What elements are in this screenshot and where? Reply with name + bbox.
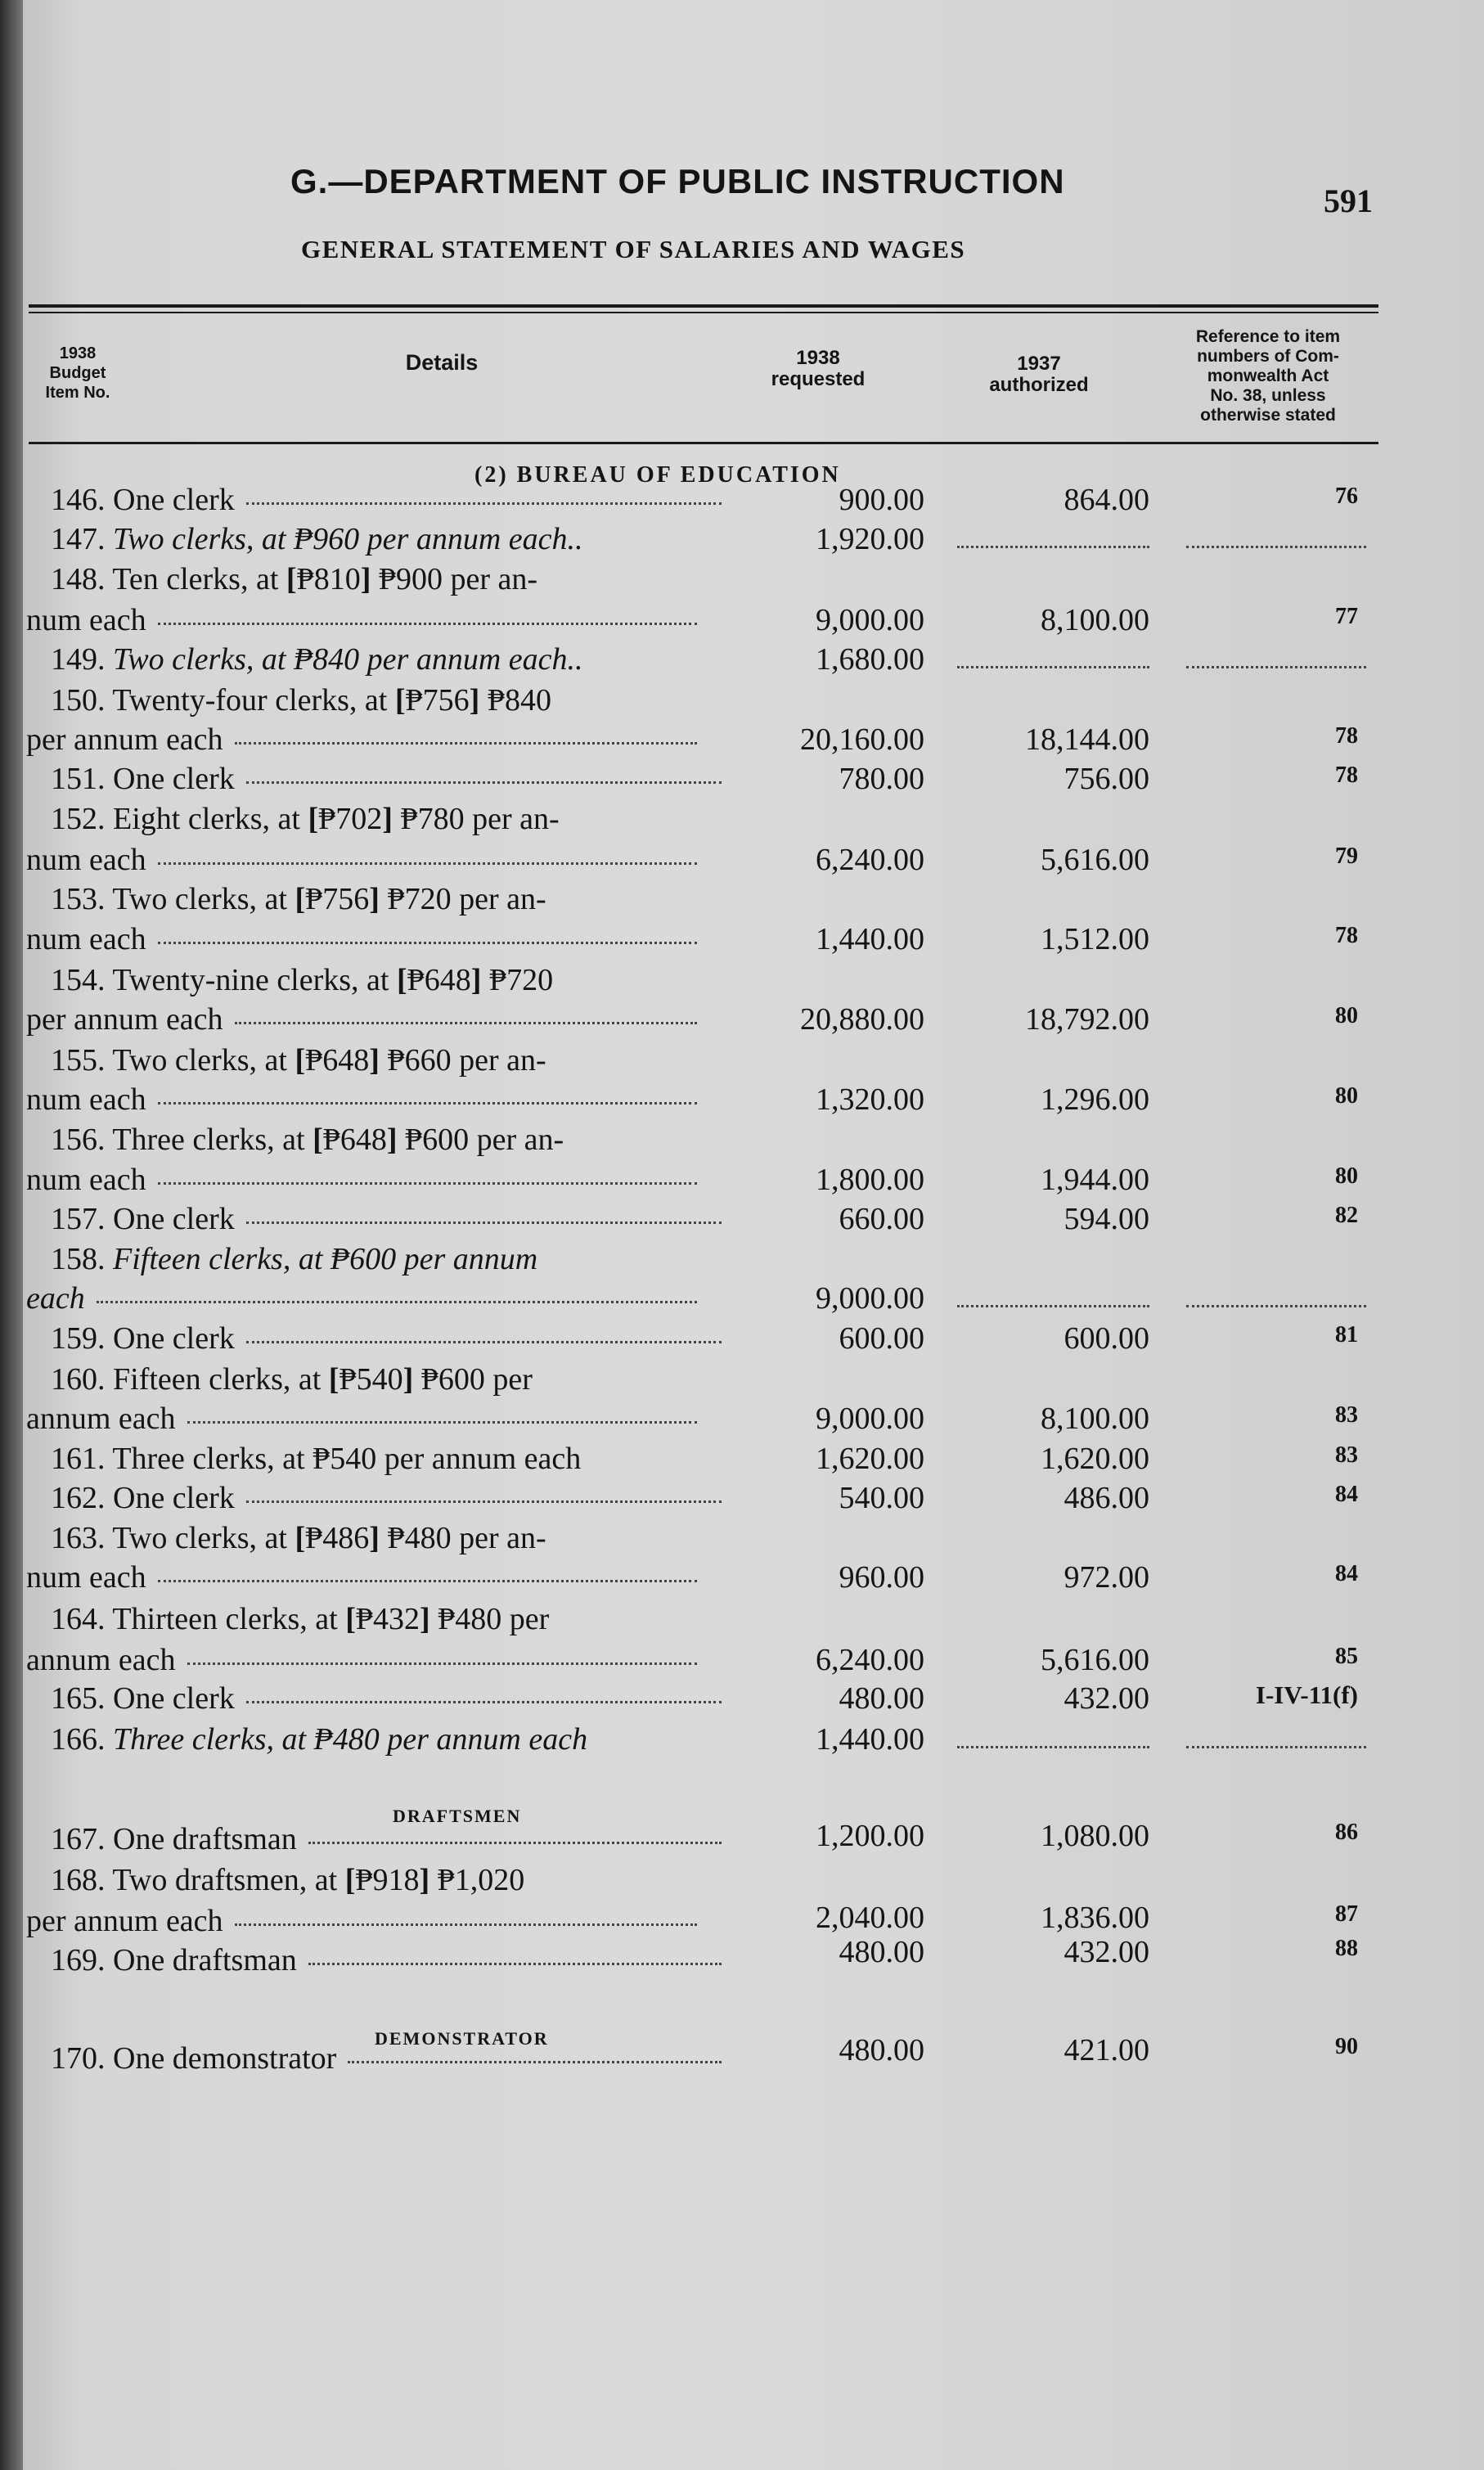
authorized-1937-value: 18,144.00	[1025, 722, 1149, 757]
reference-blank-leader	[1186, 666, 1366, 668]
authorized-1937-value: 864.00	[1064, 483, 1149, 517]
requested-1938-value: 540.00	[839, 1481, 924, 1515]
reference-value: 77	[1335, 604, 1358, 629]
row-description: each	[26, 1280, 705, 1316]
authorized-1937-value: 600.00	[1064, 1321, 1149, 1356]
authorized-1937-value: 421.00	[1064, 2033, 1149, 2067]
column-header-requested: 1938 requested	[771, 347, 866, 390]
requested-1938-value: 9,000.00	[816, 1401, 924, 1436]
reference-value: 82	[1335, 1203, 1358, 1228]
column-header-authorized: 1937 authorized	[989, 353, 1089, 396]
reference-value: 78	[1335, 763, 1358, 788]
authorized-1937-value: 1,512.00	[1041, 922, 1149, 956]
subhead-demonstrator: DEMONSTRATOR	[375, 2028, 549, 2049]
row-description: per annum each	[26, 722, 705, 758]
row-description: 163. Two clerks, at [₱486] ₱480 per an-	[51, 1521, 546, 1555]
page-number: 591	[1324, 182, 1373, 219]
requested-1938-value: 6,240.00	[816, 843, 924, 877]
requested-1938-value: 1,320.00	[816, 1082, 924, 1117]
reference-blank-leader	[1186, 1746, 1366, 1748]
row-description: 156. Three clerks, at [₱648] ₱600 per an-	[51, 1123, 564, 1157]
row-description: per annum each	[26, 1001, 705, 1037]
row-description: num each	[26, 842, 705, 878]
row-description: num each	[26, 1082, 705, 1118]
authorized-1937-value: 5,616.00	[1041, 1643, 1149, 1677]
department-title: G.—DEPARTMENT OF PUBLIC INSTRUCTION	[290, 162, 1065, 200]
row-description: 162. One clerk	[51, 1480, 730, 1516]
column-header-reference: Reference to item numbers of Com- monwealth Act No. 38, unless otherwise stated	[1195, 327, 1341, 425]
reference-value: 78	[1335, 723, 1358, 749]
requested-1938-value: 480.00	[839, 1935, 924, 1969]
requested-1938-value: 1,440.00	[816, 1722, 924, 1757]
row-description: per annum each	[26, 1903, 705, 1939]
reference-value: 86	[1335, 1820, 1358, 1845]
authorized-blank-leader	[957, 1746, 1149, 1748]
authorized-blank-leader	[957, 666, 1149, 668]
row-description: 153. Two clerks, at [₱756] ₱720 per an-	[51, 882, 546, 916]
authorized-1937-value: 594.00	[1064, 1202, 1149, 1236]
row-description: 169. One draftsman	[51, 1942, 730, 1978]
row-description: num each	[26, 921, 705, 957]
requested-1938-value: 20,160.00	[800, 722, 924, 757]
row-description: 160. Fifteen clerks, at [₱540] ₱600 per	[51, 1362, 533, 1397]
reference-value: I-IV-11(f)	[1255, 1680, 1358, 1709]
reference-value: 84	[1335, 1561, 1358, 1586]
authorized-blank-leader	[957, 546, 1149, 548]
authorized-1937-value: 486.00	[1064, 1481, 1149, 1515]
authorized-1937-value: 1,296.00	[1041, 1082, 1149, 1117]
requested-1938-value: 900.00	[839, 483, 924, 517]
requested-1938-value: 1,440.00	[816, 922, 924, 956]
row-description: num each	[26, 1162, 705, 1198]
reference-blank-leader	[1186, 546, 1366, 548]
header-rule-top	[29, 304, 1378, 308]
authorized-1937-value: 1,080.00	[1041, 1819, 1149, 1853]
row-description: 168. Two draftsmen, at [₱918] ₱1,020	[51, 1863, 525, 1897]
reference-value: 79	[1335, 844, 1358, 869]
row-description: 161. Three clerks, at ₱540 per annum each	[51, 1442, 582, 1476]
reference-value: 90	[1335, 2034, 1358, 2059]
row-description: 150. Twenty-four clerks, at [₱756] ₱840	[51, 683, 551, 718]
authorized-blank-leader	[957, 1305, 1149, 1307]
requested-1938-value: 480.00	[839, 2033, 924, 2067]
reference-value: 78	[1335, 923, 1358, 948]
requested-1938-value: 1,920.00	[816, 522, 924, 556]
authorized-1937-value: 18,792.00	[1025, 1002, 1149, 1037]
page-binding-edge	[0, 0, 23, 2470]
row-description: 155. Two clerks, at [₱648] ₱660 per an-	[51, 1043, 546, 1078]
row-description: 152. Eight clerks, at [₱702] ₱780 per an-	[51, 802, 560, 836]
requested-1938-value: 1,620.00	[816, 1442, 924, 1476]
row-description: annum each	[26, 1642, 705, 1678]
row-description: 158. Fifteen clerks, at ₱600 per annum	[51, 1242, 538, 1276]
authorized-1937-value: 5,616.00	[1041, 843, 1149, 877]
authorized-1937-value: 432.00	[1064, 1935, 1149, 1969]
column-header-details: Details	[405, 350, 479, 375]
reference-value: 80	[1335, 1003, 1358, 1028]
row-description: 164. Thirteen clerks, at [₱432] ₱480 per	[51, 1602, 550, 1636]
reference-value: 88	[1335, 1936, 1358, 1961]
reference-value: 76	[1335, 484, 1358, 509]
authorized-1937-value: 8,100.00	[1041, 1401, 1149, 1436]
requested-1938-value: 1,680.00	[816, 642, 924, 677]
reference-value: 81	[1335, 1322, 1358, 1347]
reference-blank-leader	[1186, 1305, 1366, 1307]
requested-1938-value: 2,040.00	[816, 1901, 924, 1935]
row-description: 147. Two clerks, at ₱960 per annum each..	[51, 522, 583, 556]
row-description: 146. One clerk	[51, 482, 730, 518]
authorized-1937-value: 432.00	[1064, 1681, 1149, 1716]
authorized-1937-value: 972.00	[1064, 1560, 1149, 1595]
section-title: (2) BUREAU OF EDUCATION	[474, 462, 841, 488]
row-description: 149. Two clerks, at ₱840 per annum each..	[51, 642, 583, 677]
row-description: 165. One clerk	[51, 1680, 730, 1716]
requested-1938-value: 20,880.00	[800, 1002, 924, 1037]
reference-value: 83	[1335, 1402, 1358, 1428]
row-description: 170. One demonstrator	[51, 2040, 730, 2076]
header-rule-bottom	[29, 442, 1378, 444]
authorized-1937-value: 756.00	[1064, 762, 1149, 796]
row-description: 157. One clerk	[51, 1201, 730, 1237]
row-description: 148. Ten clerks, at [₱810] ₱900 per an-	[51, 562, 538, 596]
authorized-1937-value: 1,944.00	[1041, 1163, 1149, 1197]
requested-1938-value: 1,200.00	[816, 1819, 924, 1853]
requested-1938-value: 960.00	[839, 1560, 924, 1595]
row-description: 151. One clerk	[51, 761, 730, 797]
authorized-1937-value: 8,100.00	[1041, 603, 1149, 637]
statement-subtitle: GENERAL STATEMENT OF SALARIES AND WAGES	[301, 235, 966, 263]
reference-value: 83	[1335, 1442, 1358, 1468]
row-description: 167. One draftsman	[51, 1821, 730, 1857]
row-description: 154. Twenty-nine clerks, at [₱648] ₱720	[51, 963, 554, 997]
requested-1938-value: 1,800.00	[816, 1163, 924, 1197]
reference-value: 85	[1335, 1644, 1358, 1669]
column-header-item: 1938 Budget Item No.	[45, 344, 110, 402]
row-description: num each	[26, 602, 705, 638]
requested-1938-value: 6,240.00	[816, 1643, 924, 1677]
row-description: num each	[26, 1559, 705, 1595]
requested-1938-value: 660.00	[839, 1202, 924, 1236]
row-description: annum each	[26, 1401, 705, 1437]
requested-1938-value: 600.00	[839, 1321, 924, 1356]
requested-1938-value: 480.00	[839, 1681, 924, 1716]
row-description: 166. Three clerks, at ₱480 per annum each	[51, 1722, 588, 1757]
reference-value: 80	[1335, 1163, 1358, 1189]
subhead-draftsmen: DRAFTSMEN	[393, 1806, 522, 1826]
requested-1938-value: 780.00	[839, 762, 924, 796]
reference-value: 80	[1335, 1083, 1358, 1109]
reference-value: 87	[1335, 1901, 1358, 1927]
authorized-1937-value: 1,836.00	[1041, 1901, 1149, 1935]
header-rule-top-2	[29, 312, 1378, 313]
requested-1938-value: 9,000.00	[816, 1281, 924, 1316]
requested-1938-value: 9,000.00	[816, 603, 924, 637]
row-description: 159. One clerk	[51, 1320, 730, 1356]
reference-value: 84	[1335, 1482, 1358, 1507]
authorized-1937-value: 1,620.00	[1041, 1442, 1149, 1476]
